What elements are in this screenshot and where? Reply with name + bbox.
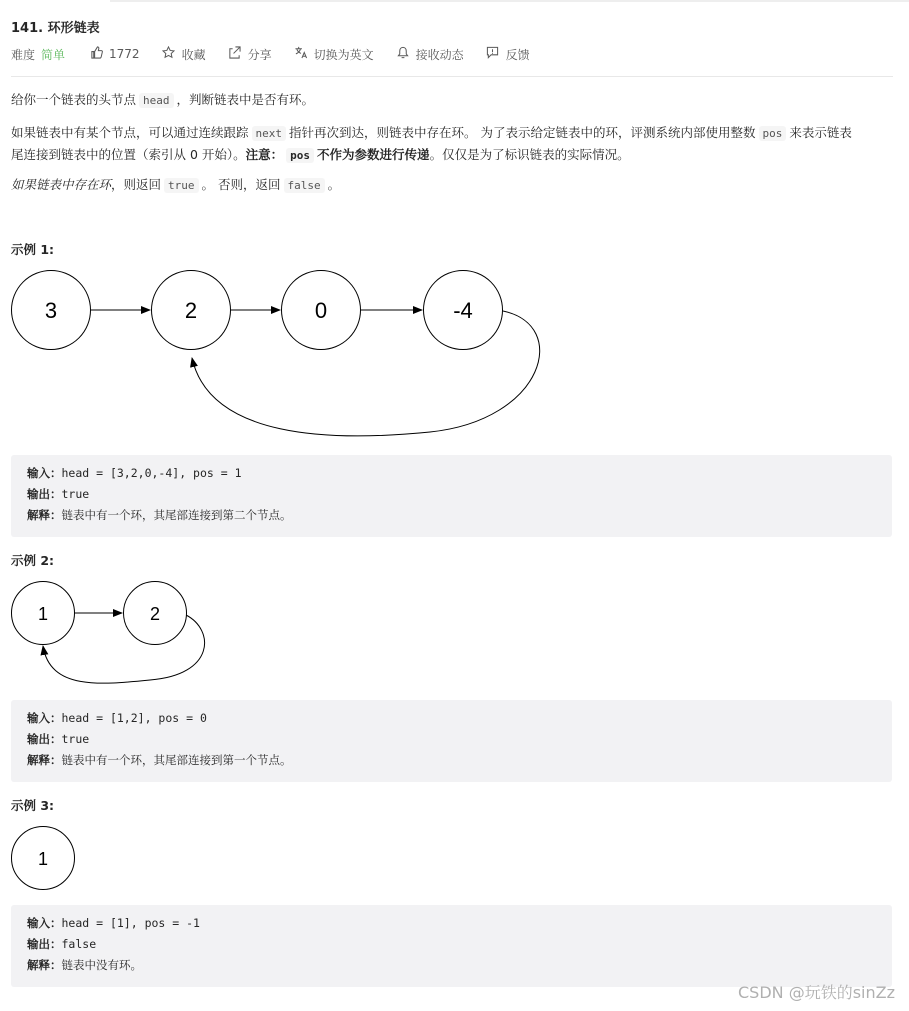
inline-code: next <box>252 126 287 141</box>
example-2-diagram <box>0 575 909 690</box>
desc-text: 。 否则，返回 <box>201 177 281 192</box>
subscribe-button[interactable] <box>396 46 464 63</box>
list-node <box>124 582 187 645</box>
node-value: 3 <box>44 298 58 323</box>
explain-line <box>11 750 892 771</box>
desc-text: ，判断链表中是否有环。 <box>176 92 315 107</box>
desc-text: 。 <box>327 177 341 192</box>
switch-language-button[interactable] <box>294 46 374 63</box>
difficulty-badge: 简单 <box>41 47 66 62</box>
share-label: 分享 <box>247 47 272 62</box>
list-node <box>12 827 75 890</box>
note-text: 不作为参数进行传递 <box>317 147 430 162</box>
input-value: head = [1,2], pos = 0 <box>61 711 207 725</box>
like-button[interactable] <box>89 46 140 62</box>
explain-line <box>11 505 892 526</box>
collect-label: 收藏 <box>181 47 206 62</box>
input-value: head = [1], pos = -1 <box>61 916 200 930</box>
inline-code: false <box>284 178 325 193</box>
description-paragraph-2 <box>11 122 896 166</box>
switch-language-label: 切换为英文 <box>313 47 374 62</box>
feedback-icon <box>486 46 500 62</box>
output-value: true <box>61 732 90 746</box>
explain-label: 解释： <box>27 958 62 972</box>
thumbs-up-icon <box>89 46 103 62</box>
example-2-title: 示例 2: <box>11 553 55 568</box>
note-label: 注意： <box>245 147 284 162</box>
output-label: 输出： <box>27 487 62 501</box>
node-value: 1 <box>37 849 49 869</box>
explain-value: 链表中没有环。 <box>61 958 142 972</box>
list-node <box>12 271 91 350</box>
input-line <box>11 463 892 484</box>
input-label: 输入： <box>27 711 62 725</box>
feedback-label: 反馈 <box>505 47 530 62</box>
list-node <box>152 271 231 350</box>
problem-meta-bar <box>11 44 552 64</box>
output-line <box>11 729 892 750</box>
inline-code: head <box>139 93 174 108</box>
top-border <box>110 0 909 2</box>
explain-label: 解释： <box>27 753 62 767</box>
node-value: 2 <box>149 604 161 624</box>
like-count: 1772 <box>109 47 140 61</box>
inline-code: pos <box>286 148 314 163</box>
desc-text: 指针再次到达，则链表中存在环。 为了表示给定链表中的环，评测系统内部使用整数 <box>289 125 756 140</box>
example-3-io-box <box>11 905 892 987</box>
subscribe-label: 接收动态 <box>415 47 464 62</box>
bell-icon <box>396 46 410 62</box>
explain-line <box>11 955 892 976</box>
output-label: 输出： <box>27 732 62 746</box>
desc-text: 。仅仅是为了标识链表的实际情况。 <box>429 147 630 162</box>
share-button[interactable] <box>228 46 272 63</box>
translate-icon <box>294 46 308 62</box>
output-label: 输出： <box>27 937 62 951</box>
explain-label: 解释： <box>27 508 62 522</box>
list-node <box>424 271 503 350</box>
example-3-title: 示例 3: <box>11 798 55 813</box>
example-1-diagram <box>0 260 909 445</box>
input-label: 输入： <box>27 916 62 930</box>
example-1-title: 示例 1: <box>11 242 55 257</box>
desc-text: ，则返回 <box>111 177 162 192</box>
input-line <box>11 708 892 729</box>
list-node <box>12 582 75 645</box>
csdn-watermark: CSDN @玩铁的sinZz <box>738 983 895 1002</box>
header-divider <box>11 76 893 77</box>
node-value: 2 <box>184 298 198 323</box>
share-icon <box>228 46 242 62</box>
description-paragraph-1 <box>11 89 896 111</box>
difficulty-label: 难度 <box>11 47 36 62</box>
input-value: head = [3,2,0,-4], pos = 1 <box>61 466 242 480</box>
output-line <box>11 484 892 505</box>
desc-text: 尾连接到链表中的位置（索引从 0 开始）。 <box>11 147 246 162</box>
list-node <box>282 271 361 350</box>
inline-code: true <box>164 178 199 193</box>
feedback-button[interactable] <box>486 46 530 63</box>
problem-title: 141. 环形链表 <box>11 21 100 36</box>
desc-emphasis: 如果链表中存在环 <box>11 177 112 192</box>
input-label: 输入： <box>27 466 62 480</box>
example-1-io-box <box>11 455 892 537</box>
star-icon <box>162 46 176 62</box>
example-2-io-box <box>11 700 892 782</box>
explain-value: 链表中有一个环，其尾部连接到第一个节点。 <box>61 753 292 767</box>
desc-text: 如果链表中有某个节点，可以通过连续跟踪 <box>11 125 249 140</box>
output-line <box>11 934 892 955</box>
output-value: true <box>61 487 90 501</box>
explain-value: 链表中有一个环，其尾部连接到第二个节点。 <box>61 508 292 522</box>
node-value: 0 <box>314 298 328 323</box>
node-value: -4 <box>453 298 473 323</box>
node-value: 1 <box>37 604 49 624</box>
desc-text: 来表示链表 <box>789 125 852 140</box>
inline-code: pos <box>759 126 787 141</box>
output-value: false <box>61 937 97 951</box>
collect-button[interactable] <box>162 46 206 63</box>
example-3-diagram <box>0 822 120 894</box>
input-line <box>11 913 892 934</box>
description-paragraph-3 <box>11 174 896 196</box>
desc-text: 给你一个链表的头节点 <box>11 92 137 107</box>
